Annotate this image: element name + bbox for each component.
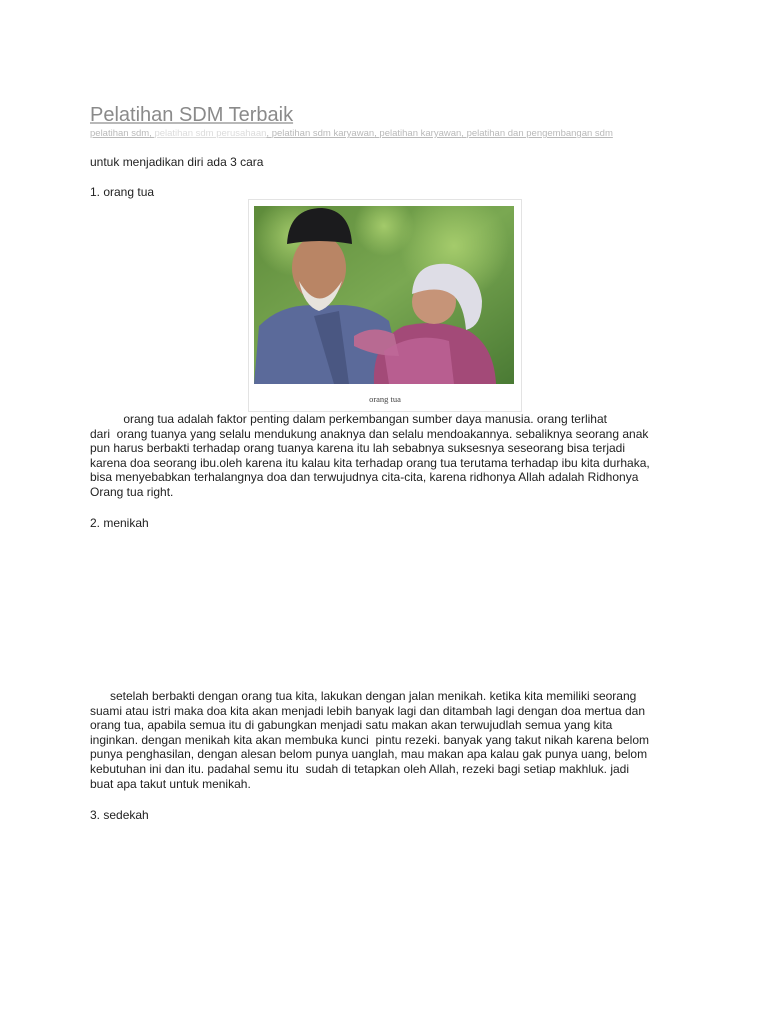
paragraph-line: punya penghasilan, dengan alesan belom punya uanglah, mau makan apa kalau gak punya uang, belom: [90, 747, 648, 762]
intro-text: untuk menjadikan diri ada 3 cara: [90, 155, 264, 169]
section-1-heading: 1. orang tua: [90, 185, 155, 199]
elderly-couple-photo: [254, 206, 514, 384]
paragraph-line: buat apa takut untuk menikah.: [90, 776, 251, 791]
image-caption: orang tua: [369, 394, 401, 404]
post-tags: pelatihan sdm, pelatihan sdm perusahaan, pelatihan sdm karyawan, pelatihan karyawan, pelatihan dan pengembangan sdm: [90, 128, 613, 139]
section-1-paragraph: [90, 412, 690, 500]
tag-link[interactable]: pelatihan karyawan: [379, 128, 462, 139]
paragraph-line: karena doa seorang ibu.oleh karena itu kalau kita terhadap orang tua terutama terhadap ibu kita durhaka,: [90, 455, 650, 470]
paragraph-line: kebutuhan ini dan itu. padahal semu itu sudah di tetapkan oleh Allah, rezeki bagi setiap makhluk. jadi: [90, 761, 630, 776]
paragraph-line: Orang tua right.: [90, 484, 174, 499]
paragraph-line: suami atau istri maka doa kita akan menjadi lebih banyak lagi dan ditambah lagi dengan doa mertua dan: [90, 703, 646, 718]
section-2-heading: 2. menikah: [90, 516, 149, 530]
section-2-paragraph: [90, 689, 690, 791]
image-figure: [248, 199, 522, 412]
paragraph-line: dari orang tuanya yang selalu mendukung anaknya dan selalu mendoakannya. sebaliknya seorang anak: [90, 426, 649, 441]
post-title[interactable]: Pelatihan SDM Terbaik: [90, 104, 294, 126]
section-3-heading: 3. sedekah: [90, 808, 149, 822]
paragraph-line: inginkan. dengan menikah kita akan membuka kunci pintu rezeki. banyak yang takut nikah karena belom: [90, 732, 650, 747]
tag-link[interactable]: pelatihan sdm perusahaan: [154, 128, 267, 139]
paragraph-line: orang tua, apabila semua itu di gabungkan menjadi satu makan akan terwujudlah semua yang kita: [90, 718, 613, 733]
tag-link[interactable]: pelatihan dan pengembangan sdm: [466, 128, 613, 139]
paragraph-line: setelah berbakti dengan orang tua kita, lakukan dengan jalan menikah. ketika kita memiliki seorang: [90, 689, 637, 703]
paragraph-line: bisa menyebabkan terhalangnya doa dan terwujudnya cita-cita, karena ridhonya Allah adalah Ridhonya: [90, 470, 639, 485]
paragraph-line: pun harus berbakti terhadap orang tuanya karena itu lah sebabnya suksesnya seseorang bisa terjadi: [90, 441, 626, 456]
tag-link[interactable]: pelatihan sdm karyawan: [271, 128, 375, 139]
tag-link[interactable]: pelatihan sdm: [90, 128, 150, 139]
paragraph-line: orang tua adalah faktor penting dalam perkembangan sumber daya manusia. orang terlihat: [90, 412, 607, 426]
